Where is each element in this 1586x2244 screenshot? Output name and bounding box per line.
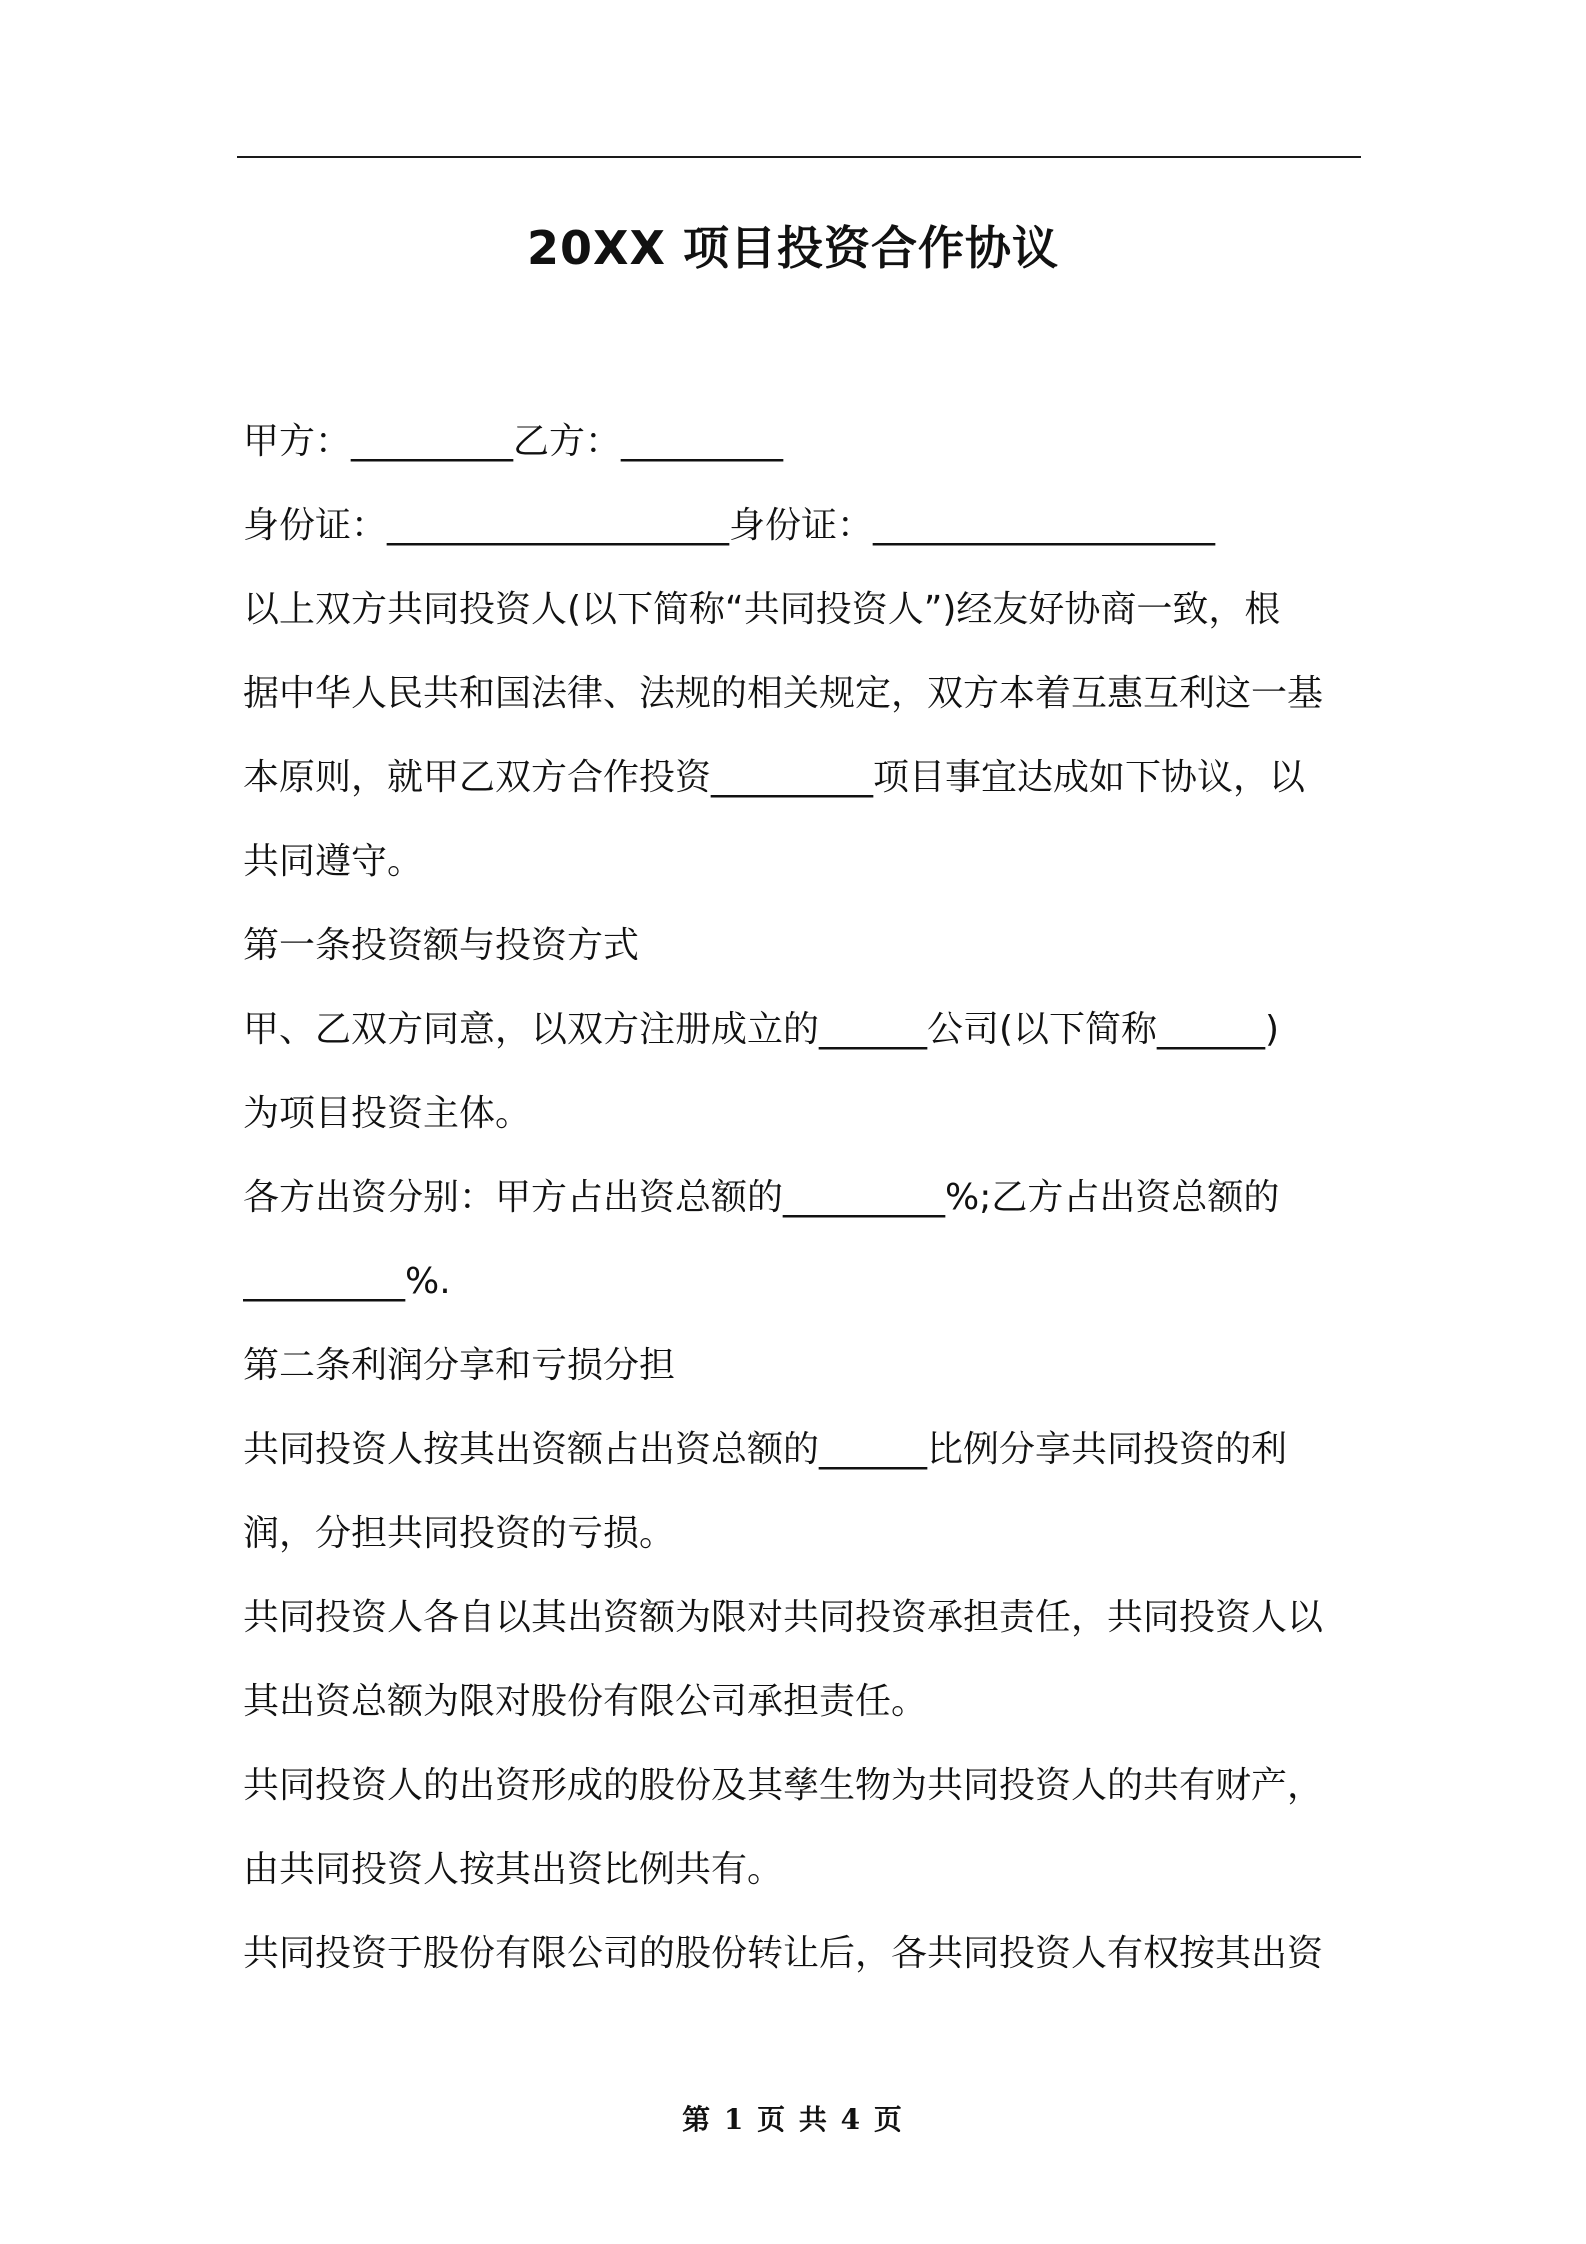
page-footer: 第 1 页 共 4 页 — [682, 2103, 904, 2136]
id-line: 身份证：___________________身份证：___________________ — [243, 505, 1216, 546]
paragraph-line: 本原则，就甲乙双方合作投资_________项目事宜达成如下协议，以 — [243, 757, 1306, 798]
paragraph-line: 共同投资于股份有限公司的股份转让后，各共同投资人有权按其出资 — [243, 1933, 1324, 1974]
paragraph-line: _________%. — [243, 1261, 451, 1302]
paragraph-line: 以上双方共同投资人(以下简称“共同投资人”)经友好协商一致，根 — [243, 589, 1281, 630]
paragraph-line: 润，分担共同投资的亏损。 — [243, 1513, 676, 1554]
header-rule — [237, 156, 1361, 158]
paragraph-line: 甲、乙双方同意，以双方注册成立的______公司(以下简称______) — [243, 1009, 1280, 1050]
document-title: 20XX 项目投资合作协议 — [527, 221, 1059, 275]
paragraph-line: 共同投资人按其出资额占出资总额的______比例分享共同投资的利 — [243, 1429, 1288, 1470]
party-line: 甲方：_________乙方：_________ — [243, 421, 784, 462]
paragraph-line: 共同投资人各自以其出资额为限对共同投资承担责任，共同投资人以 — [243, 1597, 1324, 1638]
section-heading: 第一条投资额与投资方式 — [243, 925, 640, 966]
document-body — [243, 400, 1360, 1996]
paragraph-line: 据中华人民共和国法律、法规的相关规定，双方本着互惠互利这一基 — [243, 673, 1324, 714]
paragraph-line: 为项目投资主体。 — [243, 1093, 532, 1134]
paragraph-line: 共同投资人的出资形成的股份及其孳生物为共同投资人的共有财产， — [243, 1765, 1324, 1806]
paragraph-line: 各方出资分别：甲方占出资总额的_________%;乙方占出资总额的 — [243, 1177, 1280, 1218]
paragraph-line: 共同遵守。 — [243, 841, 424, 882]
paragraph-line: 由共同投资人按其出资比例共有。 — [243, 1849, 784, 1890]
section-heading: 第二条利润分享和亏损分担 — [243, 1345, 676, 1386]
paragraph-line: 其出资总额为限对股份有限公司承担责任。 — [243, 1681, 928, 1722]
